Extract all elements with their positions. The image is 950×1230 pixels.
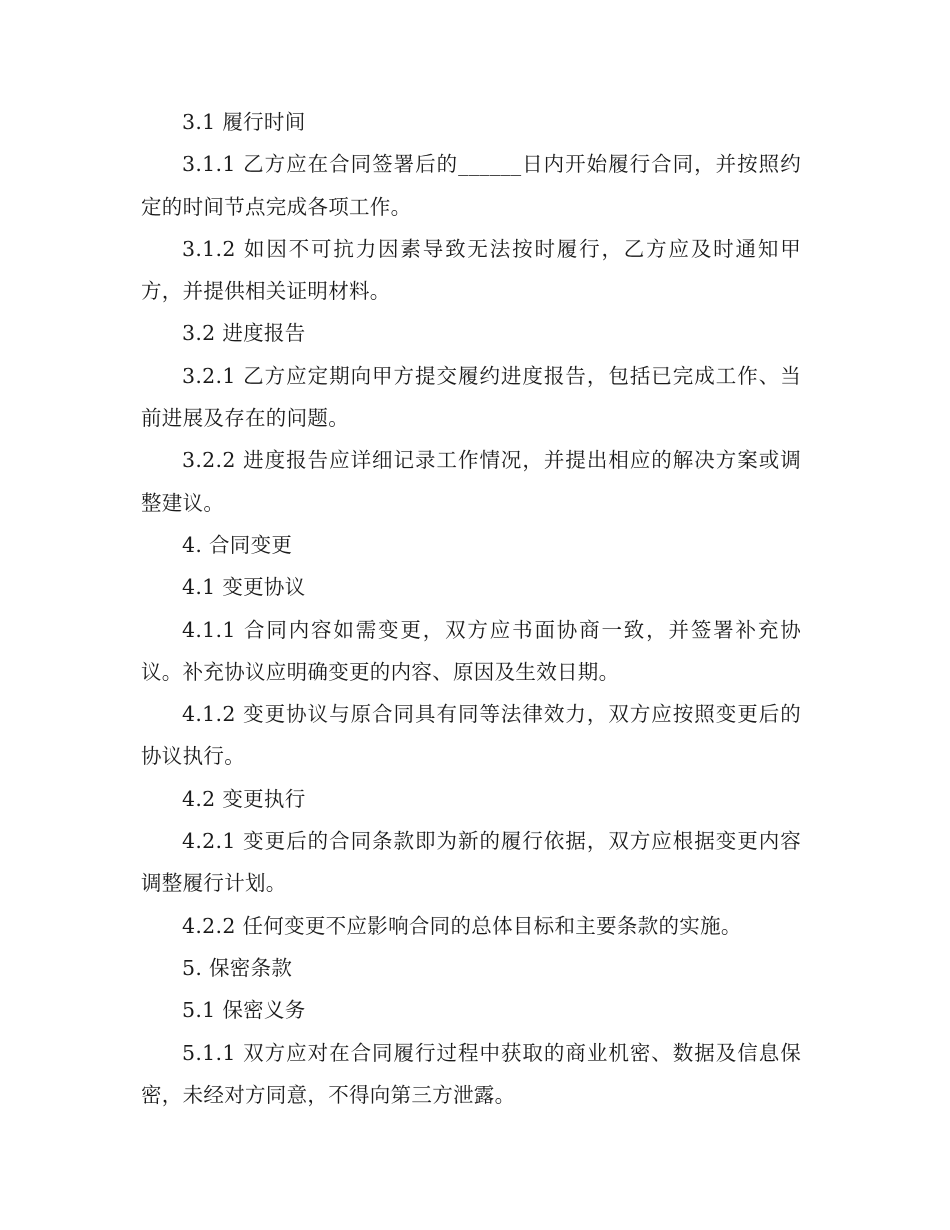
section-heading-4-2: 4.2 变更执行 [182,786,306,811]
clause-3-2-2: 3.2.2 进度报告应详细记录工作情况，并提出相应的解决方案或调整建议。 [141,448,801,515]
clause-4-1-1: 4.1.1 合同内容如需变更，双方应书面协商一致，并签署补充协议。补充协议应明确变更的内容、原因及生效日期。 [141,617,801,684]
section-heading-5: 5. 保密条款 [182,955,293,980]
document-body [141,101,801,1116]
clause-3-1-1: 3.1.1 乙方应在合同签署后的______日内开始履行合同，并按照约定的时间节点完成各项工作。 [141,152,801,219]
section-heading-3-1: 3.1 履行时间 [182,110,306,134]
clause-3-2-1: 3.2.1 乙方应定期向甲方提交履约进度报告，包括已完成工作、当前进展及存在的问题。 [141,363,801,431]
section-heading-3-2: 3.2 进度报告 [182,321,306,346]
clause-4-2-2: 4.2.2 任何变更不应影响合同的总体目标和主要条款的实施。 [182,913,742,938]
section-heading-4: 4. 合同变更 [182,532,293,557]
section-heading-4-1: 4.1 变更协议 [182,575,306,600]
section-heading-5-1: 5.1 保密义务 [182,998,306,1023]
clause-5-1-1: 5.1.1 双方应对在合同履行过程中获取的商业机密、数据及信息保密，未经对方同意，不得向第三方泄露。 [141,1040,801,1107]
clause-3-1-2: 3.1.2 如因不可抗力因素导致无法按时履行，乙方应及时通知甲方，并提供相关证明材料。 [141,236,801,304]
clause-4-2-1: 4.2.1 变更后的合同条款即为新的履行依据，双方应根据变更内容调整履行计划。 [141,829,801,896]
clause-4-1-2: 4.1.2 变更协议与原合同具有同等法律效力，双方应按照变更后的协议执行。 [141,702,801,769]
